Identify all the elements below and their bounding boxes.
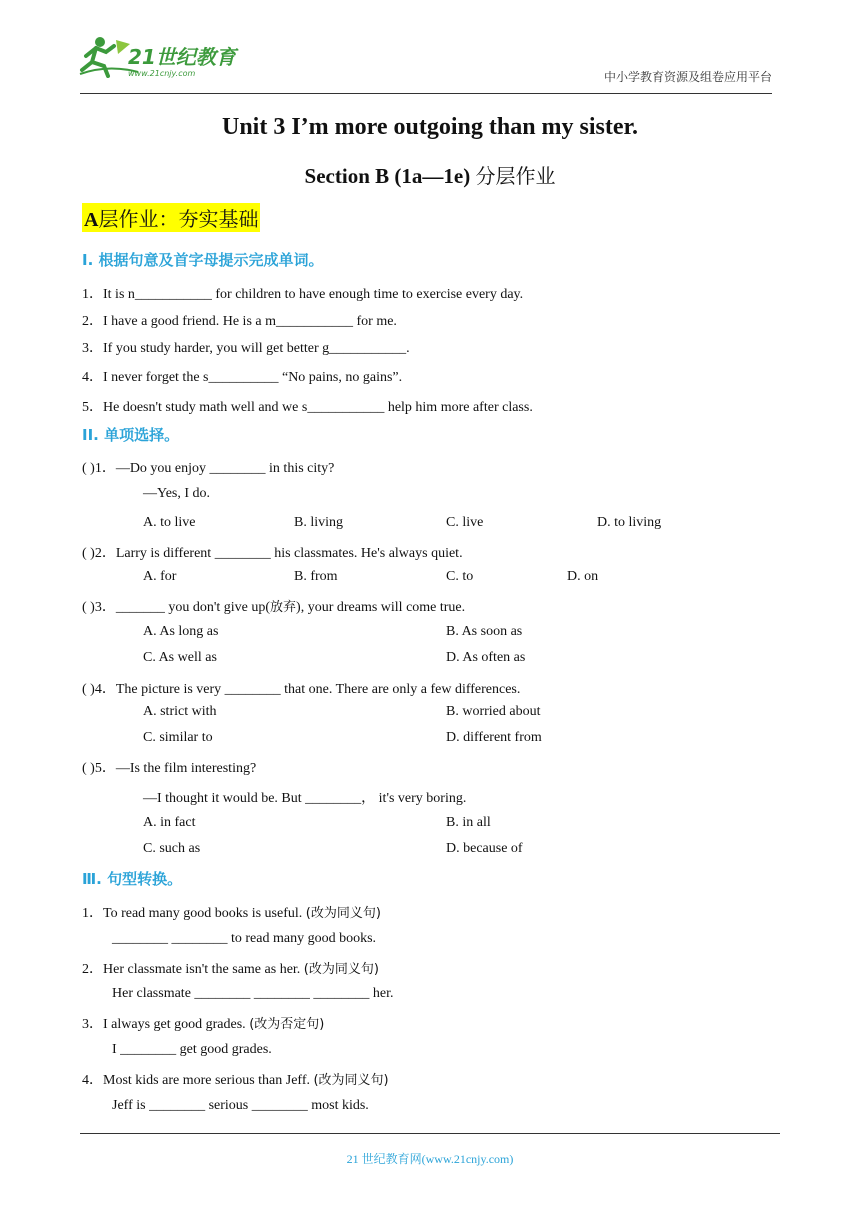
q3-option-d: D. As often as xyxy=(446,650,526,665)
section3-heading: Ⅲ. 句型转换。 xyxy=(82,870,183,888)
platform-label: 中小学教育资源及组卷应用平台 xyxy=(603,70,772,84)
q4-option-b: B. worried about xyxy=(446,704,541,719)
layer-a-text: 层作业：夯实基础 xyxy=(98,207,259,231)
s3-item-4-q: 4．Most kids are more serious than Jeff. xyxy=(82,1073,310,1088)
q3-stem-a: ( )3．_______ you don't give up( xyxy=(82,600,271,615)
q1-option-c: C. live xyxy=(446,515,484,530)
s1-item-3: 3．If you study harder, you will get better g___________. xyxy=(82,341,410,356)
s3-item-1 xyxy=(82,902,381,922)
q1-option-b: B. living xyxy=(294,515,344,530)
s3-item-3-note: (改为否定句) xyxy=(249,1017,325,1032)
s3-item-3-q: 3．I always get good grades. xyxy=(82,1017,246,1032)
page-title: Unit 3 I’m more outgoing than my sister. xyxy=(221,114,638,140)
q1-option-d: D. to living xyxy=(597,515,662,530)
s3-item-3-answer: I ________ get good grades. xyxy=(112,1042,272,1057)
s1-item-2: 2．I have a good friend. He is a m___________ for me. xyxy=(82,314,397,329)
q4-option-a: A. strict with xyxy=(143,704,217,719)
s3-item-2-note: (改为同义句) xyxy=(303,962,379,977)
s3-item-1-answer: ________ ________ to read many good books. xyxy=(112,931,377,946)
header-divider xyxy=(80,93,772,94)
q3-option-c: C. As well as xyxy=(143,650,217,665)
q4-option-c: C. similar to xyxy=(143,730,213,745)
q3-stem-cn: 放弃 xyxy=(270,600,297,615)
s3-item-4-answer: Jeff is ________ serious ________ most kids. xyxy=(112,1098,369,1113)
q2-option-a: A. for xyxy=(143,569,177,584)
q2-option-b: B. from xyxy=(294,569,338,584)
q3-stem-b: ), your dreams will come true. xyxy=(296,600,466,615)
footer-divider xyxy=(80,1133,780,1134)
q2-option-c: C. to xyxy=(446,569,474,584)
q5-line2: —I thought it would be. But ________， it's very boring. xyxy=(143,791,467,806)
s1-item-4: 4．I never forget the s__________ “No pains, no gains”. xyxy=(82,370,403,385)
s3-item-2-q: 2．Her classmate isn't the same as her. xyxy=(82,962,301,977)
section1-heading: Ⅰ. 根据句意及首字母提示完成单词。 xyxy=(82,251,324,269)
q2-stem: ( )2．Larry is different ________ his classmates. He's always quiet. xyxy=(82,546,463,561)
q5-stem: ( )5．—Is the film interesting? xyxy=(82,761,257,776)
s1-item-1: 1．It is n___________ for children to have enough time to exercise every day. xyxy=(82,287,524,302)
page-subtitle xyxy=(0,160,860,189)
subtitle-en: Section B (1a—1e) xyxy=(304,164,471,188)
q4-stem: ( )4．The picture is very ________ that one. There are only a few differences. xyxy=(82,682,521,697)
runner-logo-icon xyxy=(78,34,248,78)
s1-item-5: 5．He doesn't study math well and we s___________ help him more after class. xyxy=(82,400,533,415)
s3-item-1-note: (改为同义句) xyxy=(305,906,381,921)
q5-option-b: B. in all xyxy=(446,815,491,830)
q3-stem xyxy=(82,596,465,616)
q1-stem: ( )1．—Do you enjoy ________ in this city? xyxy=(82,461,335,476)
s3-item-2-answer: Her classmate ________ ________ ________ her. xyxy=(112,986,394,1001)
q4-option-d: D. different from xyxy=(446,730,542,745)
layer-a-heading xyxy=(82,203,260,232)
s3-item-1-q: 1．To read many good books is useful. xyxy=(82,906,303,921)
q5-option-c: C. such as xyxy=(143,841,201,856)
q3-option-a: A. As long as xyxy=(143,624,219,639)
s3-item-4 xyxy=(82,1069,389,1089)
s3-item-4-note: (改为同义句) xyxy=(313,1073,389,1088)
footer-link[interactable]: 21 世纪教育网(www.21cnjy.com) xyxy=(346,1152,514,1166)
q5-option-a: A. in fact xyxy=(143,815,196,830)
q3-option-b: B. As soon as xyxy=(446,624,523,639)
logo-url: www.21cnjy.com xyxy=(128,69,196,78)
q1-option-a: A. to live xyxy=(143,515,196,530)
s3-item-2 xyxy=(82,958,379,978)
q2-option-d: D. on xyxy=(567,569,599,584)
q5-option-d: D. because of xyxy=(446,841,523,856)
s3-item-3 xyxy=(82,1013,324,1033)
subtitle-cn: 分层作业 xyxy=(475,164,556,188)
layer-a-letter: A xyxy=(84,209,99,231)
q1-line2: —Yes, I do. xyxy=(143,486,211,501)
site-logo xyxy=(78,34,248,78)
logo-text: 21世纪教育 xyxy=(128,45,236,69)
section2-heading: II. 单项选择。 xyxy=(82,426,180,444)
